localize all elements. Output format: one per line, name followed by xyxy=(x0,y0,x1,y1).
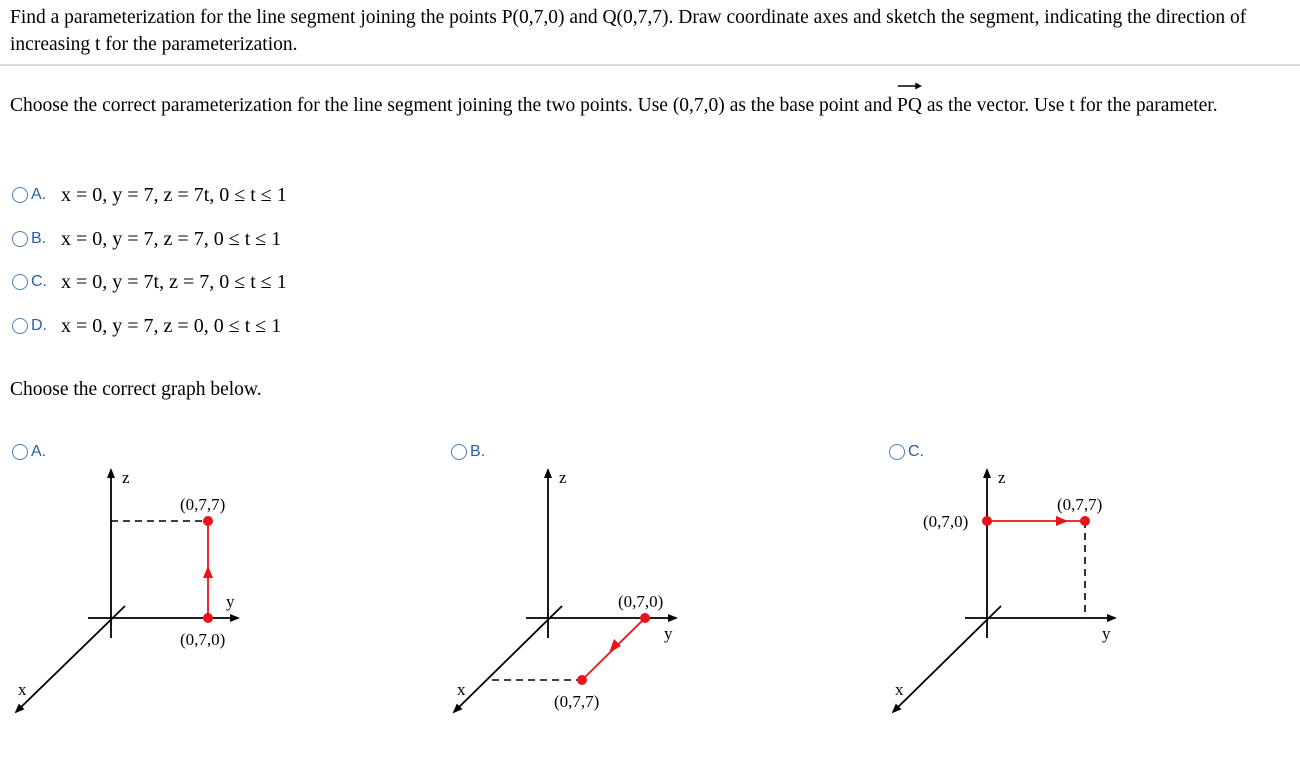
y-axis-label: y xyxy=(1102,624,1111,643)
x-axis xyxy=(16,606,125,712)
direction-arrow-icon xyxy=(609,639,621,653)
radio-button[interactable] xyxy=(889,444,905,460)
point-marker xyxy=(982,516,992,526)
option-letter: A. xyxy=(31,443,47,460)
option-text: x = 0, y = 7t, z = 7, 0 ≤ t ≤ 1 xyxy=(61,270,287,293)
instruction-text xyxy=(10,92,1295,120)
instruction-part3: as the vector. Use t for the parameter. xyxy=(921,95,1218,116)
radio-button[interactable] xyxy=(12,231,28,247)
param-option-a[interactable] xyxy=(12,180,287,210)
question-text: Find a parameterization for the line segment joining the points P(0,7,0) and Q(0,7,7). Draw coordinate axes and sketch the segment, indicating the direction of increasing t for the parameterization. xyxy=(10,7,1247,55)
x-axis xyxy=(893,606,1001,712)
x-axis-label: x xyxy=(457,680,466,699)
vector-pq xyxy=(897,92,922,120)
option-letter: B. xyxy=(470,443,486,460)
x-axis-label: x xyxy=(18,680,27,699)
param-option-d[interactable] xyxy=(12,311,281,341)
radio-button[interactable] xyxy=(12,444,28,460)
radio-button[interactable] xyxy=(451,444,467,460)
point-label-end: (0,7,7) xyxy=(554,692,600,711)
x-axis xyxy=(454,606,562,712)
z-axis-label: z xyxy=(122,468,130,487)
y-axis-label: y xyxy=(664,624,673,643)
option-letter: C. xyxy=(31,273,47,290)
point-marker xyxy=(203,516,213,526)
point-marker xyxy=(203,613,213,623)
instruction-part2: as the base point and xyxy=(724,95,898,116)
direction-arrow-icon xyxy=(203,566,213,578)
option-text: x = 0, y = 7, z = 7, 0 ≤ t ≤ 1 xyxy=(61,227,282,250)
point-marker xyxy=(577,675,587,685)
option-letter: B. xyxy=(31,230,47,247)
radio-button[interactable] xyxy=(12,318,28,334)
option-letter: A. xyxy=(31,186,47,203)
instruction-part1: Choose the correct parameterization for the line segment joining the two points. Use xyxy=(10,95,673,116)
param-option-b[interactable] xyxy=(12,224,281,254)
option-text: x = 0, y = 7, z = 0, 0 ≤ t ≤ 1 xyxy=(61,314,282,337)
graph-b[interactable] xyxy=(440,460,740,730)
graph-prompt: Choose the correct graph below. xyxy=(10,379,262,400)
point-label-end: (0,7,7) xyxy=(1057,495,1103,514)
point-label-start: (0,7,0) xyxy=(618,592,664,611)
graph-a[interactable] xyxy=(0,460,300,730)
z-axis-label: z xyxy=(998,468,1006,487)
point-marker xyxy=(1080,516,1090,526)
point-label-start: (0,7,0) xyxy=(923,512,969,531)
param-option-c[interactable] xyxy=(12,267,287,297)
option-letter: D. xyxy=(31,317,47,334)
radio-button[interactable] xyxy=(12,274,28,290)
graph-c[interactable] xyxy=(880,460,1180,730)
y-axis-label: y xyxy=(226,592,235,611)
z-axis-label: z xyxy=(559,468,567,487)
point-label-bottom: (0,7,0) xyxy=(180,630,226,649)
radio-button[interactable] xyxy=(12,187,28,203)
point-marker xyxy=(640,613,650,623)
x-axis-label: x xyxy=(895,680,904,699)
divider xyxy=(0,64,1300,66)
base-point: (0,7,0) xyxy=(672,95,725,116)
option-letter: C. xyxy=(908,443,924,460)
direction-arrow-icon xyxy=(1056,516,1068,526)
option-text: x = 0, y = 7, z = 7t, 0 ≤ t ≤ 1 xyxy=(61,183,287,206)
vector-arrow-icon xyxy=(897,81,922,91)
point-label-top: (0,7,7) xyxy=(180,495,226,514)
vector-label: PQ xyxy=(897,95,922,116)
